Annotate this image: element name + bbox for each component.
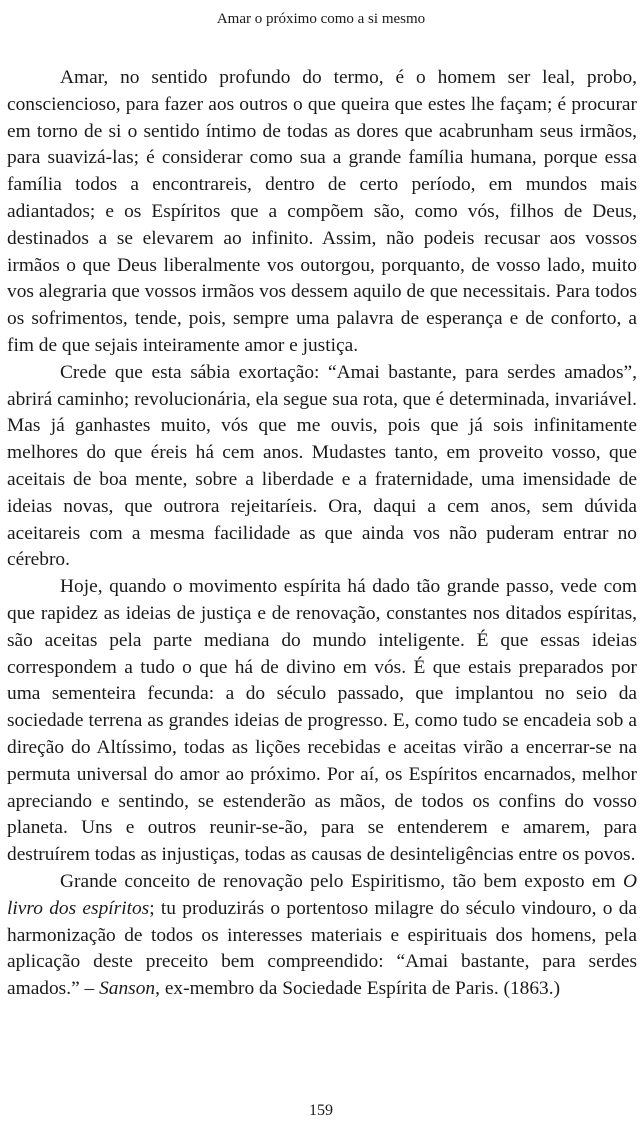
paragraph-3: Hoje, quando o movimento espírita há dado tão grande passo, vede com que rapidez as ideias de justiça e de renovação, constantes nos ditados espíritas, são aceitas pela parte mediana do mundo inteligente. É que essas ideias correspondem a tudo o que há de divino em vós. É que estais preparados por uma sementeira fecunda: a do século passado, que implantou no seio da sociedade terrena as grandes ideias de progresso. E, como tudo se encadeia sob a direção do Altíssimo, todas as lições recebidas e aceitas virão a encerrar-se na permuta universal do amor ao próximo. Por aí, os Espíritos encarnados, melhor apreciando e sentindo, se estenderão as mãos, de todos os confins do vosso planeta. Uns e outros reunir-se-ão, para se entenderem e amarem, para destruírem todas as injustiças, todas as causas de desinteligências entre os povos. [7,576,637,866]
body-text [7,65,637,1003]
paragraph-4-middle: ; tu produzirás o portentoso milagre do século vindouro, o da harmonização de todos os interesses materiais e espirituais dos homens, pela aplicação deste preceito bem compreendido: “Amai bastante, para serdes amados.” – [7,897,637,1000]
author-signature: Sanson [99,978,156,1000]
paragraph-4-lead: Grande conceito de renovação pelo Espiritismo, tão bem exposto em [60,870,616,892]
page-number: 159 [309,1102,333,1119]
paragraph-4-tail: , ex-membro da Sociedade Espírita de Paris. (1863.) [155,978,561,1000]
paragraph-1: Amar, no sentido profundo do termo, é o homem ser leal, probo, consciencioso, para fazer aos outros o que queira que estes lhe façam; é procurar em torno de si o sentido íntimo de todas as dores que acabrunham seus irmãos, para suavizá-las; é considerar como sua a grande família humana, porque essa família todos a encontrareis, dentro de certo período, em mundos mais adiantados; e os Espíritos que a compõem são, como vós, filhos de Deus, destinados a se elevarem ao infinito. Assim, não podeis recusar aos vossos irmãos o que Deus liberalmente vos outorgou, porquanto, de vosso lado, muito vos alegraria que vossos irmãos vos dessem aquilo de que necessitais. Para todos os sofrimentos, tende, pois, sempre uma palavra de esperança e de conforto, a fim de que sejais inteiramente amor e justiça. [7,67,637,356]
book-title: O livro dos espíritos [7,870,637,919]
running-header: Amar o próximo como a si mesmo [216,11,426,27]
paragraph-4 [7,869,637,1003]
paragraph-2: Crede que esta sábia exortação: “Amai bastante, para serdes amados”, abrirá caminho; revolucionária, ela segue sua rota, que é determinada, invariável. Mas já ganhastes muito, vós que me ouvis, pois que já sois infinitamente melhores do que éreis há cem anos. Mudastes tanto, em proveito vosso, que aceitais de boa mente, sobre a liberdade e a fraternidade, uma imensidade de ideias novas, que outrora rejeitaríeis. Ora, daqui a cem anos, sem dúvida aceitareis com a mesma facilidade as que ainda vos não puderam entrar no cérebro. [7,361,637,571]
